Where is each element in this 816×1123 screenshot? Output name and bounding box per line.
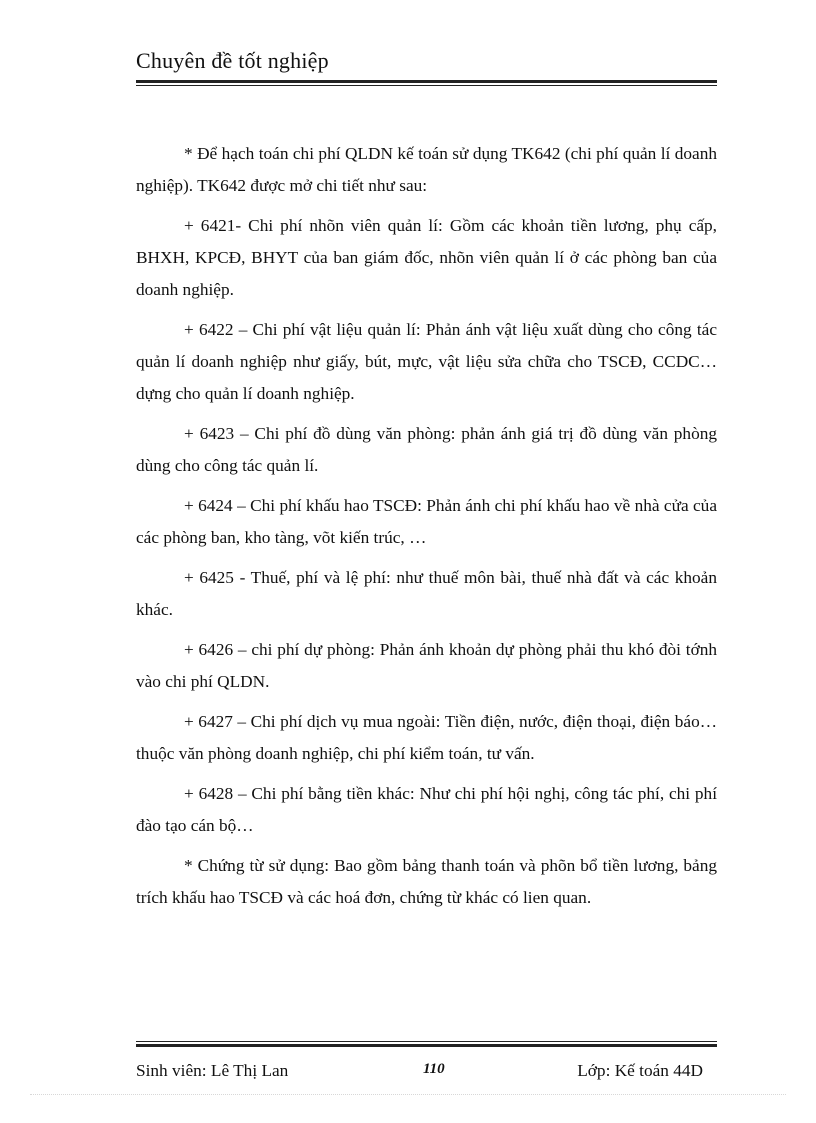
header-title: Chuyên đề tốt nghiệp bbox=[136, 48, 329, 73]
page-header bbox=[136, 46, 717, 86]
paragraph: + 6423 – Chi phí đồ dùng văn phòng: phản ánh giá trị đồ dùng văn phòng dùng cho công tác quản lí. bbox=[136, 424, 717, 475]
footer-class: Lớp: Kế toán 44D bbox=[577, 1061, 703, 1080]
document-body bbox=[136, 138, 717, 922]
footer-row bbox=[136, 1055, 717, 1085]
paragraph: + 6428 – Chi phí bằng tiền khác: Như chi phí hội nghị, công tác phí, chi phí đào tạo cán bộ… bbox=[136, 784, 717, 835]
paragraph: + 6426 – chi phí dự phòng: Phản ánh khoản dự phòng phải thu khó đòi tớnh vào chi phí QLDN. bbox=[136, 640, 717, 691]
page-edge-divider bbox=[30, 1094, 786, 1095]
footer-student: Sinh viên: Lê Thị Lan bbox=[136, 1061, 289, 1080]
paragraph: + 6424 – Chi phí khấu hao TSCĐ: Phản ánh chi phí khấu hao về nhà cửa của các phòng ban, kho tàng, võt kiến trúc, … bbox=[136, 496, 717, 547]
paragraph: * Chứng từ sử dụng: Bao gồm bảng thanh toán và phõn bổ tiền lương, bảng trích khấu hao TSCĐ và các hoá đơn, chứng từ khác có lien quan. bbox=[136, 856, 717, 907]
page-number: 110 bbox=[423, 1061, 445, 1077]
header-rule bbox=[136, 80, 717, 86]
paragraph: + 6422 – Chi phí vật liệu quản lí: Phản ánh vật liệu xuất dùng cho công tác quản lí doanh nghiệp như giấy, bút, mực, vật liệu sửa chữa cho TSCĐ, CCDC…dựng cho quản lí doanh nghiệp. bbox=[136, 320, 717, 403]
paragraph: + 6425 - Thuế, phí và lệ phí: như thuế môn bài, thuế nhà đất và các khoản khác. bbox=[136, 568, 717, 619]
page-footer bbox=[136, 1041, 717, 1085]
paragraph: * Để hạch toán chi phí QLDN kế toán sử dụng TK642 (chi phí quản lí doanh nghiệp). TK642 được mở chi tiết như sau: bbox=[136, 144, 717, 195]
footer-rule bbox=[136, 1041, 717, 1047]
paragraph: + 6427 – Chi phí dịch vụ mua ngoài: Tiền điện, nước, điện thoại, điện báo… thuộc văn phòng doanh nghiệp, chi phí kiểm toán, tư vấn. bbox=[136, 712, 717, 763]
paragraph: + 6421- Chi phí nhõn viên quản lí: Gồm các khoản tiền lương, phụ cấp, BHXH, KPCĐ, BHYT của ban giám đốc, nhõn viên quản lí ở các phòng ban của doanh nghiệp. bbox=[136, 216, 717, 299]
